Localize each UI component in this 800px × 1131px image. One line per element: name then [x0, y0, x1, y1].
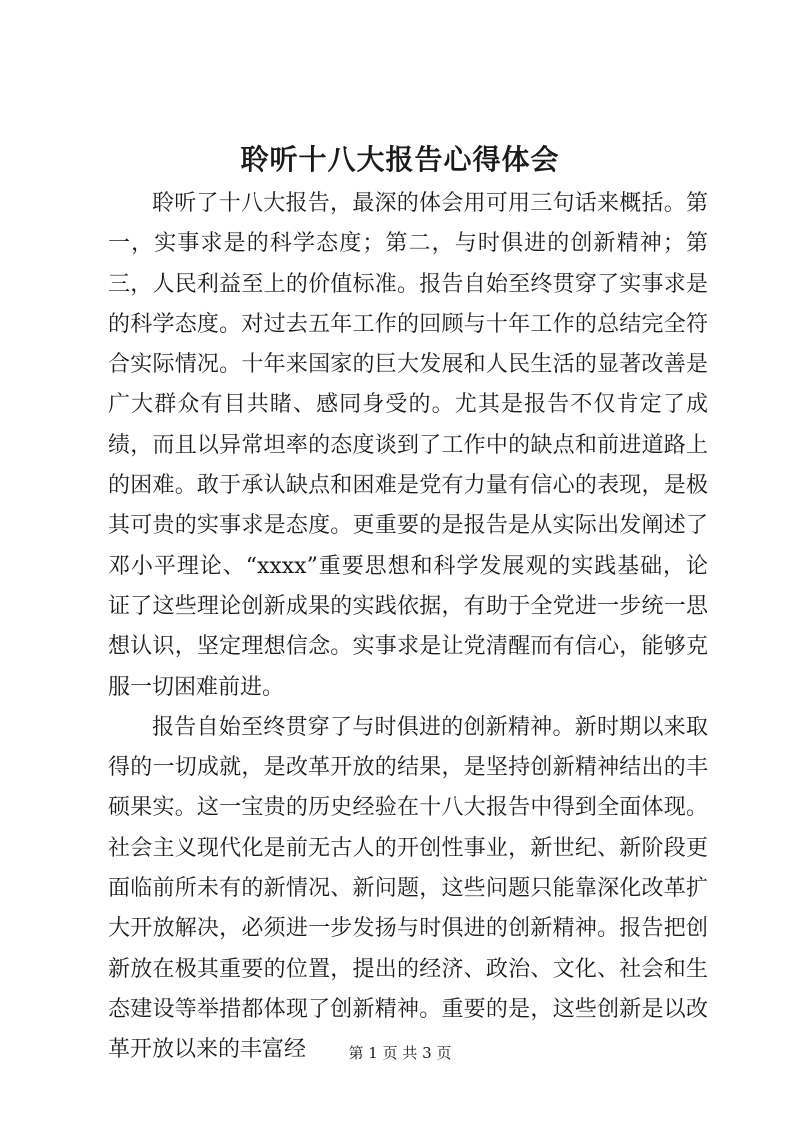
body-paragraph-1: 聆听了十八大报告，最深的体会用可用三句话来概括。第一，实事求是的科学态度；第二，与时俱进的创新精神；第三，人民利益至上的价值标准。报告自始至终贯穿了实事求是的科学态度。对过去五年工作的回顾与十年工作的总结完全符合实际情况。十年来国家的巨大发展和人民生活的显著改善是广大群众有目共睹、感同身受的。尤其是报告不仅肯定了成绩，而且以异常坦率的态度谈到了工作中的缺点和前进道路上的困难。敢于承认缺点和困难是党有力量有信心的表现，是极其可贵的实事求是态度。更重要的是报告是从实际出发阐述了邓小平理论、“xxxx”重要思想和科学发展观的实践基础，论证了这些理论创新成果的实践依据，有助于全党进一步统一思想认识，坚定理想信念。实事求是让党清醒而有信心，能够克服一切困难前进。 [108, 191, 708, 700]
body-paragraph-2: 报告自始至终贯穿了与时俱进的创新精神。新时期以来取得的一切成就，是改革开放的结果，是坚持创新精神结出的丰硕果实。这一宝贵的历史经验在十八大报告中得到全面体现。社会主义现代化是前无古人的开创性事业，新世纪、新阶段更面临前所未有的新情况、新问题，这些问题只能靠深化改革扩大开放解决，必须进一步发扬与时俱进的创新精神。报告把创新放在极其重要的位置，提出的经济、政治、文化、社会和生态建设等举措都体现了创新精神。重要的是，这些创新是以改革开放以来的丰富经 [108, 714, 708, 1063]
document-title: 聆听十八大报告心得体会 [240, 143, 560, 176]
document-body [108, 184, 708, 1071]
page-footer: 第 1 页 共 3 页 [348, 1044, 452, 1062]
